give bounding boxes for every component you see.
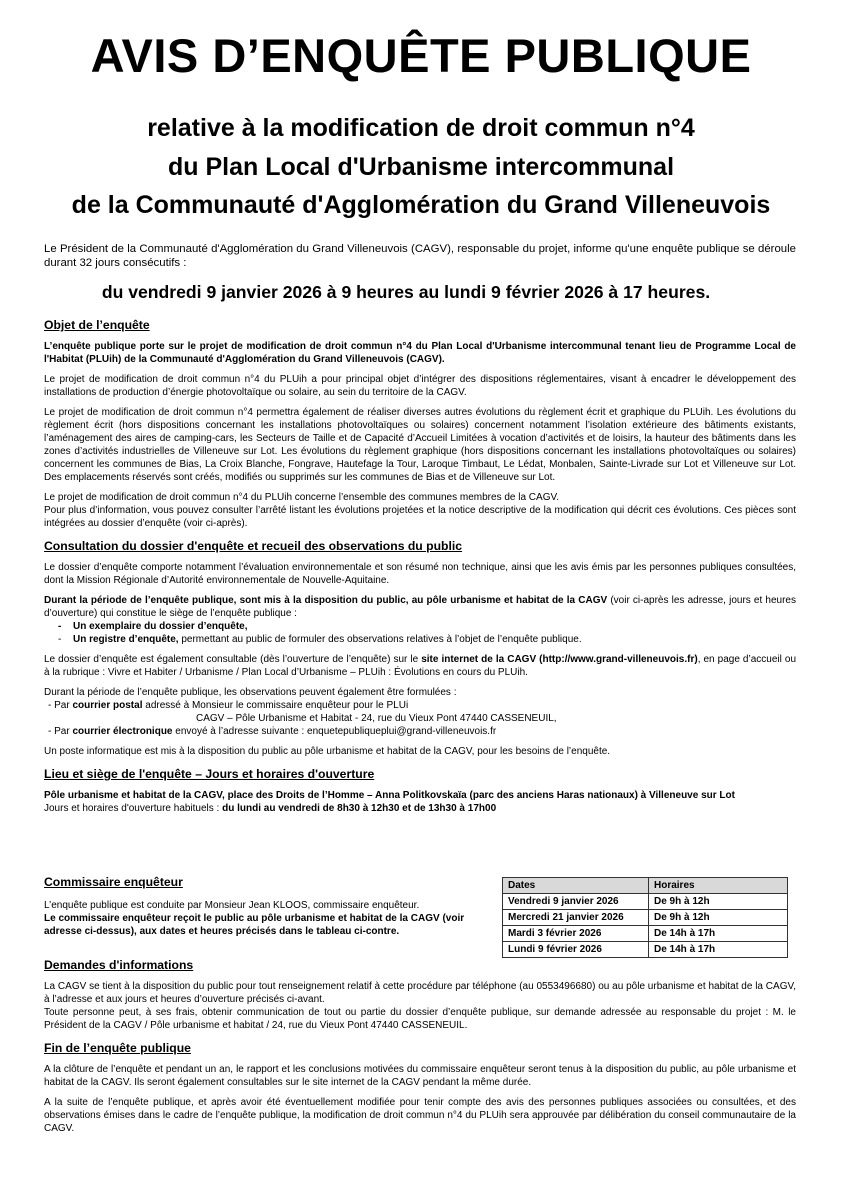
email-line xyxy=(44,726,496,737)
table-row xyxy=(503,910,788,926)
table-cell-hours: De 9h à 12h xyxy=(649,910,788,926)
consultation-paragraph-4 xyxy=(44,686,796,738)
text-span: Toute personne peut, à ses frais, obtenir communication de tout ou partie du dossier d’enquête publique, sur demande adressée au responsable du projet : M. le Président de la CAGV / Pôle urbanisme et habitat / 24, rue du Vieux Pont 47440 CASSENEUIL. xyxy=(44,1007,796,1031)
table-cell-hours: De 9h à 12h xyxy=(649,894,788,910)
objet-heading: Objet de l’enquête xyxy=(44,318,150,332)
commissaire-section xyxy=(44,875,474,938)
website-link[interactable]: site internet de la CAGV (http://www.grand-villeneuvois.fr) xyxy=(421,654,698,665)
fin-heading: Fin de l’enquête publique xyxy=(44,1041,191,1055)
consultation-paragraph-3 xyxy=(44,653,796,679)
consultation-paragraph-2-bold: Durant la période de l’enquête publique, sont mis à la disposition du public, au pôle urbanisme et habitat de la CAGV xyxy=(44,595,608,606)
lieu-heading: Lieu et siège de l'enquête – Jours et horaires d'ouverture xyxy=(44,767,375,781)
column-header-dates: Dates xyxy=(503,878,649,894)
commissaire-paragraph-2: Le commissaire enquêteur reçoit le public au pôle urbanisme et habitat de la CAGV (voir adresse ci-dessus), aux dates et heures précisés dans le tableau ci-contre. xyxy=(44,913,465,937)
table-cell-date: Lundi 9 février 2026 xyxy=(503,942,649,958)
dossier-list xyxy=(58,620,796,646)
bottom-sections xyxy=(44,958,796,1142)
table-cell-hours: De 14h à 17h xyxy=(649,942,788,958)
fin-paragraph-1: A la clôture de l’enquête et pendant un an, le rapport et les conclusions motivées du commissaire enquêteur seront tenus à la disposition du public, au pôle urbanisme et habitat de la CAGV. Ils seront également consultables sur le site internet de la CAGV pendant la même durée. xyxy=(44,1064,796,1088)
text-span: , en page d’accueil ou à la rubrique : Vivre et Habiter / Urbanisme / Plan Local d’Urbanisme – PLUih : Évolutions en cours du PLUih. xyxy=(44,654,797,678)
main-sections xyxy=(44,318,796,822)
text-span: - Par xyxy=(48,726,73,737)
list-item: - Un exemplaire du dossier d’enquête, xyxy=(58,620,796,633)
table-cell-hours: De 14h à 17h xyxy=(649,926,788,942)
text-span: Le dossier d’enquête est également consultable (dès l’ouverture de l’enquête) sur le xyxy=(44,654,422,665)
table-cell-date: Mardi 3 février 2026 xyxy=(503,926,649,942)
email-address[interactable]: envoyé à l’adresse suivante : enquetepubliqueplui@grand-villeneuvois.fr xyxy=(172,726,497,737)
objet-paragraph-3: Le projet de modification de droit commun n°4 permettra également de réaliser diverses autres évolutions du règlement écrit et graphique du PLUih. Les évolutions du règlement écrit (hors dispositions concernant les installations photovoltaïques ou solaires) concernent notamment l’isolation extérieure des bâtiments existants, l’aménagement des aires de camping-cars, les Secteurs de Taille et de Capacité d’Accueil Limitées à vocation d’activités et de loisirs, la hauteur des bâtiments dans les zones d’activités industrielles de Villeneuve sur Lot. Les évolutions du règlement graphique (hors dispositions concernant les installations photovoltaïques ou solaires) concernent les communes de Bias, La Croix Blanche, Fongrave, Hautefage la Tour, Laroque Timbaut, Le Lédat, Monbalen, Sainte-Livrade sur Lot et Villeneuve sur Lot. Des emplacements réservés sont créés, modifiés ou supprimés sur les communes de Bias et de Villeneuve sur Lot. xyxy=(44,407,796,483)
list-item xyxy=(58,633,796,646)
demandes-paragraph xyxy=(44,980,796,1032)
table-cell-date: Vendredi 9 janvier 2026 xyxy=(503,894,649,910)
list-item-bold: Un registre d’enquête, xyxy=(73,634,179,645)
enquiry-dates: du vendredi 9 janvier 2026 à 9 heures au lundi 9 février 2026 à 17 heures. xyxy=(101,282,711,302)
schedule-table xyxy=(502,877,788,958)
objet-paragraph-2: Le projet de modification de droit commun n°4 du PLUih a pour principal objet d’intégrer des dispositions réglementaires, visant à encadrer le développement des installations de production d’énergie photovoltaïque ou solaire, au sein du territoire de la CAGV. xyxy=(44,374,796,398)
subtitle-line-3: de la Communauté d'Agglomération du Grand Villeneuvois xyxy=(71,191,771,219)
consultation-paragraph-2 xyxy=(44,594,796,620)
intro-paragraph: Le Président de la Communauté d'Agglomération du Grand Villeneuvois (CAGV), responsable du projet, informe qu'une enquête publique se déroule durant 32 jours consécutifs : xyxy=(44,243,796,269)
commissaire-heading: Commissaire enquêteur xyxy=(44,875,183,889)
text-span: Durant la période de l’enquête publique, les observations peuvent également être formulées : xyxy=(44,687,457,698)
text-span: Jours et horaires d'ouverture habituels : xyxy=(44,803,223,814)
column-header-horaires: Horaires xyxy=(649,878,788,894)
objet-paragraph-4a: Le projet de modification de droit commun n°4 du PLUih concerne l’ensemble des communes membres de la CAGV. xyxy=(44,492,560,503)
subtitle-line-1: relative à la modification de droit commun n°4 xyxy=(147,114,695,142)
objet-paragraph-1: L’enquête publique porte sur le projet de modification de droit commun n°4 du Plan Local d'Urbanisme intercommunal tenant lieu de Programme Local de l'Habitat (PLUih) de la Communauté d'Agglomération du Grand Villeneuvois (CAGV). xyxy=(44,341,796,365)
consultation-paragraph-1: Le dossier d’enquête comporte notamment l’évaluation environnementale et son résumé non technique, ainsi que les avis émis par les personnes publiques consultées, dont la Mission Régionale d’Autorité environnementale de Nouvelle-Aquitaine. xyxy=(44,562,796,586)
table-cell-date: Mercredi 21 janvier 2026 xyxy=(503,910,649,926)
list-item-rest: permettant au public de formuler des observations relatives à l’objet de l’enquête publique. xyxy=(178,634,582,645)
consultation-paragraph-2-rest: (voir ci-après les adresse, jours et heures d’ouverture) qui constitue le siège de l’enquête publique : xyxy=(44,595,796,619)
consultation-paragraph-5: Un poste informatique est mis à la disposition du public au pôle urbanisme et habitat de la CAGV, pour les besoins de l’enquête. xyxy=(44,746,611,757)
table-row xyxy=(503,942,788,958)
text-span: adressé à Monsieur le commissaire enquêteur pour le PLUi xyxy=(142,700,409,711)
text-span: courrier postal xyxy=(72,700,143,711)
lieu-paragraph xyxy=(44,789,796,815)
postal-address: CAGV – Pôle Urbanisme et Habitat - 24, rue du Vieux Pont 47440 CASSENEUIL, xyxy=(196,713,557,724)
lieu-address: Pôle urbanisme et habitat de la CAGV, place des Droits de l’Homme – Anna Politkovskaïa (parc des anciens Haras nationaux) à Villeneuve sur Lot xyxy=(44,790,735,801)
postal-line xyxy=(44,700,408,711)
commissaire-paragraph-1: L’enquête publique est conduite par Monsieur Jean KLOOS, commissaire enquêteur. xyxy=(44,900,420,911)
text-span: courrier électronique xyxy=(72,726,173,737)
text-span: La CAGV se tient à la disposition du public pour tout renseignement relatif à cette procédure par téléphone (au 0553496680) ou au pôle urbanisme et habitat de la CAGV, à l’adresse et aux jours et heures d’ouverture précisés ci-avant. xyxy=(44,981,796,1005)
text-span: - Par xyxy=(48,700,73,711)
table-row xyxy=(503,894,788,910)
demandes-heading: Demandes d'informations xyxy=(44,958,194,972)
opening-hours: du lundi au vendredi de 8h30 à 12h30 et de 13h30 à 17h00 xyxy=(222,803,497,814)
consultation-heading: Consultation du dossier d'enquête et recueil des observations du public xyxy=(44,539,463,553)
subtitle-line-2: du Plan Local d'Urbanisme intercommunal xyxy=(167,153,675,181)
objet-paragraph-4 xyxy=(44,491,796,530)
page-title: AVIS D’ENQUÊTE PUBLIQUE xyxy=(90,29,752,82)
objet-paragraph-4b: Pour plus d’information, vous pouvez consulter l’arrêté listant les évolutions projetées et la notice descriptive de la modification qui décrit ces évolutions. Ces pièces sont intégrées au dossier d’enquête (voir ci-après). xyxy=(44,505,796,529)
table-header-row xyxy=(503,878,788,894)
table-row xyxy=(503,926,788,942)
fin-paragraph-2: A la suite de l’enquête publique, et après avoir été éventuellement modifiée pour tenir compte des avis des personnes publiques associées ou consultées, et des observations émises dans le cadre de l’enquête publique, la modification de droit commun n°4 du PLUih sera approuvée par délibération du conseil communautaire de la CAGV. xyxy=(44,1097,796,1134)
